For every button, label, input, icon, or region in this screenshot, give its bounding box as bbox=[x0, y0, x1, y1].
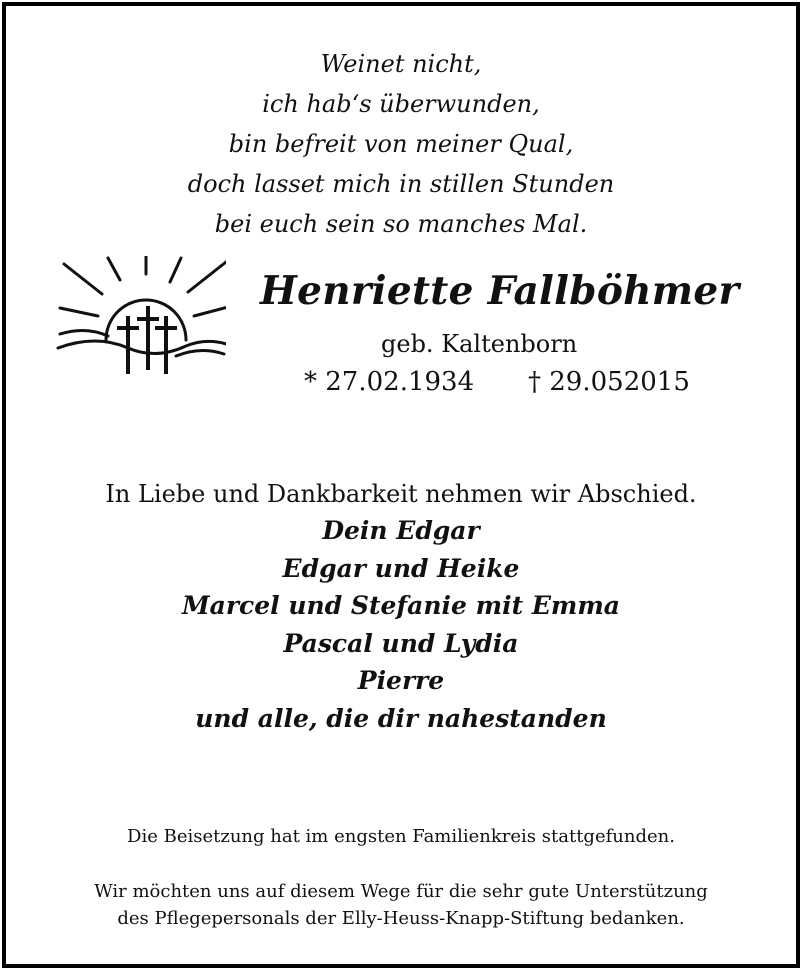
birth-date: * 27.02.1934 bbox=[304, 367, 475, 397]
deceased-name: Henriette Fallböhmer bbox=[260, 268, 740, 314]
sunrise-three-crosses-icon bbox=[56, 256, 226, 381]
mourners-list bbox=[6, 512, 796, 737]
thanks-note bbox=[6, 878, 796, 932]
burial-note: Die Beisetzung hat im engsten Familienkreis stattgefunden. bbox=[127, 826, 675, 847]
poem-line: bei euch sein so manches Mal. bbox=[214, 210, 588, 238]
farewell-intro: In Liebe und Dankbarkeit nehmen wir Abschied. bbox=[105, 480, 697, 508]
poem-line: doch lasset mich in stillen Stunden bbox=[187, 170, 615, 198]
mourner-line: Pascal und Lydia bbox=[283, 628, 519, 658]
mourner-line: und alle, die dir nahestanden bbox=[195, 703, 607, 733]
mourner-line: Marcel und Stefanie mit Emma bbox=[181, 591, 620, 620]
mourner-line: Edgar und Heike bbox=[282, 553, 520, 583]
memorial-poem bbox=[6, 44, 796, 244]
obituary-notice bbox=[2, 2, 800, 968]
poem-line: Weinet nicht, bbox=[320, 50, 482, 78]
birth-name: geb. Kaltenborn bbox=[381, 330, 578, 358]
mourner-line: Dein Edgar bbox=[322, 516, 480, 545]
thanks-line: des Pflegepersonals der Elly-Heuss-Knapp-Stiftung bedanken. bbox=[117, 908, 685, 929]
mourner-line: Pierre bbox=[357, 666, 445, 695]
death-date: † 29.052015 bbox=[528, 367, 690, 397]
thanks-line: Wir möchten uns auf diesem Wege für die sehr gute Unterstützung bbox=[94, 881, 708, 902]
poem-line: bin befreit von meiner Qual, bbox=[228, 130, 574, 158]
poem-line: ich hab‘s überwunden, bbox=[262, 90, 540, 118]
